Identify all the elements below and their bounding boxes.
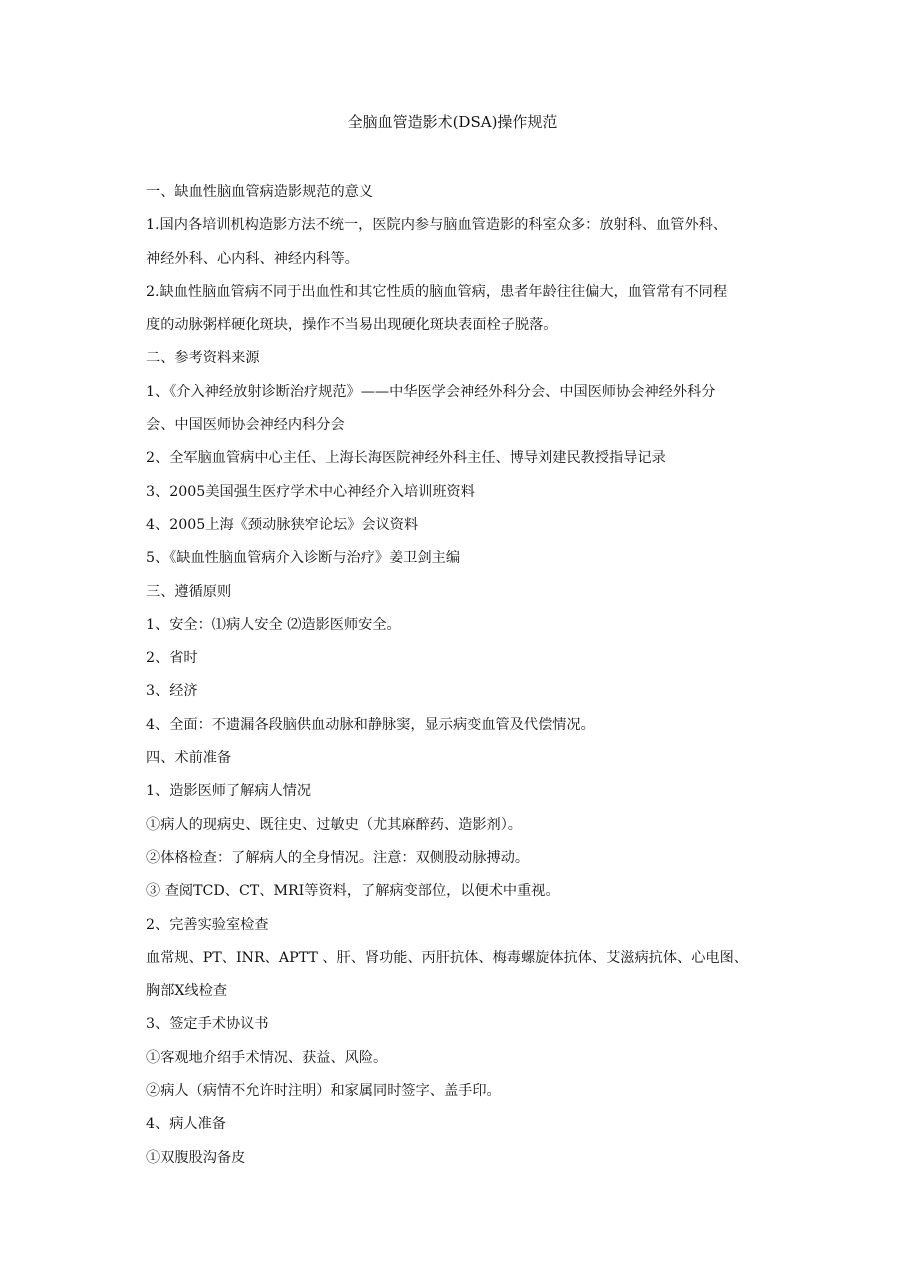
text-line: 神经外科、心内科、神经内科等。 [146,250,359,267]
text-line: ①客观地介绍手术情况、获益、风险。 [146,1049,388,1066]
text-line: 4、2005上海《颈动脉狭窄论坛》会议资料 [146,516,419,533]
text-line: ①双腹股沟备皮 [146,1149,246,1166]
text-line: 3、经济 [146,683,198,700]
text-line: 2、完善实验室检查 [146,916,269,933]
text-line: 一、缺血性脑血管病造影规范的意义 [146,184,374,200]
text-line: ①病人的现病史、既往史、过敏史（尤其麻醉药、造影剂）。 [146,816,522,833]
text-line: 1、造影医师了解病人情况 [146,783,312,800]
document-title: 全脑血管造影术(DSA)操作规范 [347,113,558,131]
text-line: 三、遵循原则 [146,583,232,600]
text-line: 度的动脉粥样硬化斑块，操作不当易出现硬化斑块表面栓子脱落。 [146,317,558,334]
text-line: 4、病人准备 [146,1116,226,1133]
text-line: ③ 查阅TCD、CT、MRI等资料，了解病变部位，以便术中重视。 [146,883,560,900]
text-line: 血常规、PT、INR、APTT 、肝、肾功能、丙肝抗体、梅毒螺旋体抗体、艾滋病抗体、心电图、 [146,949,748,966]
text-line: ②体格检查：了解病人的全身情况。注意：双侧股动脉搏动。 [146,849,530,866]
text-line: 1.国内各培训机构造影方法不统一，医院内参与脑血管造影的科室众多：放射科、血管外科、 [146,217,728,234]
text-line: 2、省时 [146,650,198,667]
text-line: ②病人（病情不允许时注明）和家属同时签字、盖手印。 [146,1083,501,1100]
text-line: 4、全面：不遗漏各段脑供血动脉和静脉窦，显示病变血管及代偿情况。 [146,716,595,733]
text-line: 1、《介入神经放射诊断治疗规范》——中华医学会神经外科分会、中国医师协会神经外科分 [146,383,716,400]
text-line: 四、术前准备 [146,750,232,767]
text-line: 二、参考资料来源 [146,350,260,367]
text-line: 5、《缺血性脑血管病介入诊断与治疗》姜卫剑主编 [146,550,461,567]
document-body [146,176,776,1175]
text-line: 2.缺血性脑血管病不同于出血性和其它性质的脑血管病，患者年龄往往偏大，血管常有不同程 [146,283,728,300]
text-line: 胸部X线检查 [146,983,228,1000]
text-line: 3、2005美国强生医疗学术中心神经介入培训班资料 [146,483,475,500]
text-line: 3、签定手术协议书 [146,1016,269,1033]
text-line: 2、全军脑血管病中心主任、上海长海医院神经外科主任、博导刘建民教授指导记录 [146,450,666,467]
text-line: 1、安全：⑴病人安全 ⑵造影医师安全。 [146,616,401,633]
text-line: 会、中国医师协会神经内科分会 [146,417,345,434]
